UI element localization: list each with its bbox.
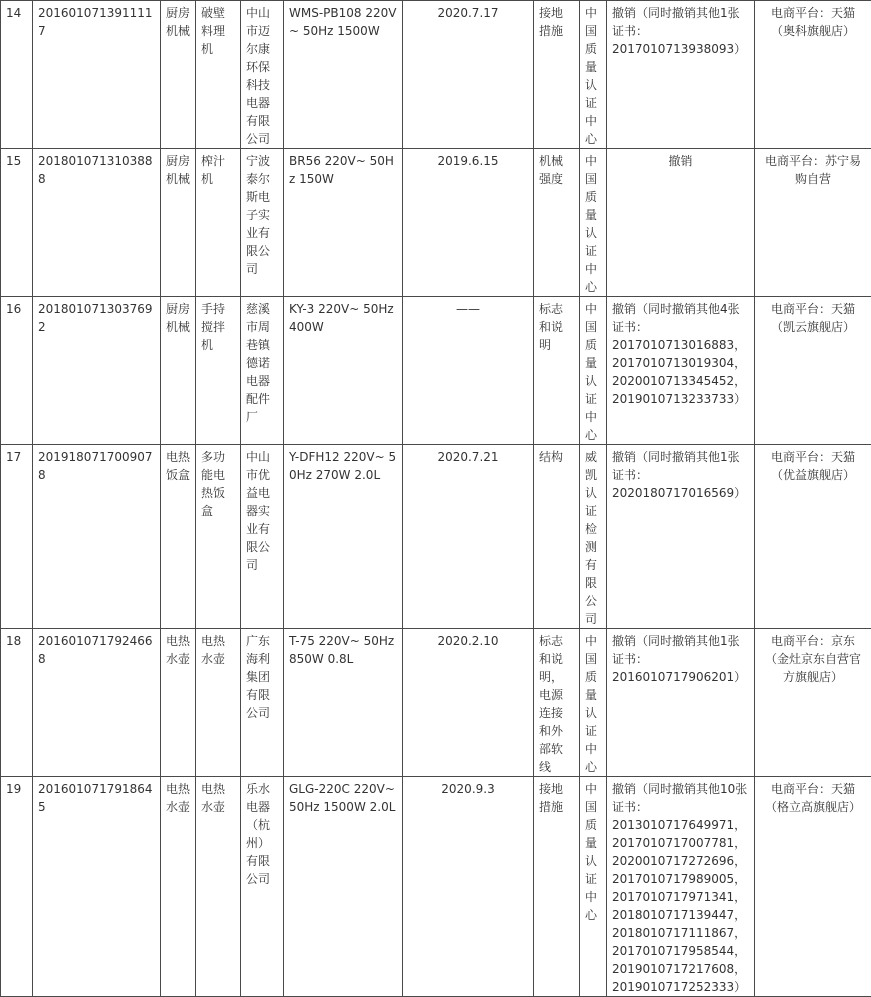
manufacturer-cell: 中山市优益电器实业有限公司 xyxy=(241,445,284,629)
row-index-cell: 16 xyxy=(1,297,33,445)
production-date-cell: —— xyxy=(403,297,534,445)
row-index-cell: 18 xyxy=(1,629,33,777)
handling-result-cell: 撤销（同时撤销其他4张证书： 2017010713016883， 2017010713019304， 2020010713345452， 2019010713233733） xyxy=(607,297,755,445)
certification-agency-cell: 威凯认证检测有限公司 xyxy=(580,445,607,629)
product-category-cell: 电热水壶 xyxy=(161,629,196,777)
product-category-cell: 电热饭盒 xyxy=(161,445,196,629)
model-spec-cell: KY-3 220V~ 50Hz 400W xyxy=(284,297,403,445)
certification-agency-cell: 中国质量认证中心 xyxy=(580,629,607,777)
model-spec-cell: Y-DFH12 220V~ 50Hz 270W 2.0L xyxy=(284,445,403,629)
product-name-cell: 破壁料理机 xyxy=(196,1,241,149)
manufacturer-cell: 乐水电器（杭州）有限公司 xyxy=(241,777,284,997)
certificate-number-cell: 2016010717924668 xyxy=(33,629,161,777)
defect-item-cell: 机械强度 xyxy=(534,149,580,297)
sales-platform-cell: 电商平台：天猫（格立高旗舰店） xyxy=(755,777,871,997)
defect-item-cell: 标志和说明 xyxy=(534,297,580,445)
handling-result-cell: 撤销（同时撤销其他10张证书： 2013010717649971， 2017010717007781， 2020010717272696， 2017010717989005， 2017010717971341， 2018010717139447， 2018010717111867， 2017010717958544， 2019010717217608， 2019010717252333） xyxy=(607,777,755,997)
production-date-cell: 2020.9.3 xyxy=(403,777,534,997)
certificate-number-cell: 2018010713037692 xyxy=(33,297,161,445)
defect-item-cell: 接地措施 xyxy=(534,1,580,149)
table-row xyxy=(1,149,871,297)
defect-item-cell: 标志和说明，电源连接和外部软线 xyxy=(534,629,580,777)
certification-agency-cell: 中国质量认证中心 xyxy=(580,149,607,297)
product-name-cell: 电热水壶 xyxy=(196,777,241,997)
row-index-cell: 15 xyxy=(1,149,33,297)
sales-platform-cell: 电商平台：京东（金灶京东自营官方旗舰店） xyxy=(755,629,871,777)
manufacturer-cell: 中山市迈尔康环保科技电器有限公司 xyxy=(241,1,284,149)
product-name-cell: 榨汁机 xyxy=(196,149,241,297)
sales-platform-cell: 电商平台：苏宁易购自营 xyxy=(755,149,871,297)
certificate-number-cell: 2019180717009078 xyxy=(33,445,161,629)
table-row xyxy=(1,777,871,997)
sales-platform-cell: 电商平台：天猫（优益旗舰店） xyxy=(755,445,871,629)
production-date-cell: 2020.7.21 xyxy=(403,445,534,629)
product-category-cell: 厨房机械 xyxy=(161,297,196,445)
manufacturer-cell: 慈溪市周巷镇德诺电器配件厂 xyxy=(241,297,284,445)
production-date-cell: 2020.7.17 xyxy=(403,1,534,149)
production-date-cell: 2019.6.15 xyxy=(403,149,534,297)
handling-result-cell: 撤销（同时撤销其他1张证书： 2016010717906201） xyxy=(607,629,755,777)
model-spec-cell: WMS-PB108 220V ~ 50Hz 1500W xyxy=(284,1,403,149)
table-row xyxy=(1,1,871,149)
certification-agency-cell: 中国质量认证中心 xyxy=(580,777,607,997)
defect-item-cell: 结构 xyxy=(534,445,580,629)
defect-item-cell: 接地措施 xyxy=(534,777,580,997)
product-category-cell: 厨房机械 xyxy=(161,1,196,149)
handling-result-cell: 撤销（同时撤销其他1张证书： 2017010713938093） xyxy=(607,1,755,149)
certification-agency-cell: 中国质量认证中心 xyxy=(580,1,607,149)
model-spec-cell: T-75 220V~ 50Hz 850W 0.8L xyxy=(284,629,403,777)
table-row xyxy=(1,297,871,445)
certificate-number-cell: 2016010717918645 xyxy=(33,777,161,997)
model-spec-cell: BR56 220V~ 50Hz 150W xyxy=(284,149,403,297)
sales-platform-cell: 电商平台：天猫（奥科旗舰店） xyxy=(755,1,871,149)
row-index-cell: 19 xyxy=(1,777,33,997)
certificate-number-cell: 2018010713103888 xyxy=(33,149,161,297)
table-body xyxy=(1,1,871,997)
manufacturer-cell: 广东海利集团有限公司 xyxy=(241,629,284,777)
manufacturer-cell: 宁波泰尔斯电子实业有限公司 xyxy=(241,149,284,297)
product-name-cell: 手持搅拌机 xyxy=(196,297,241,445)
product-name-cell: 多功能电热饭盒 xyxy=(196,445,241,629)
product-category-cell: 厨房机械 xyxy=(161,149,196,297)
table-row xyxy=(1,445,871,629)
row-index-cell: 17 xyxy=(1,445,33,629)
certification-agency-cell: 中国质量认证中心 xyxy=(580,297,607,445)
product-category-cell: 电热水壶 xyxy=(161,777,196,997)
handling-result-cell: 撤销 xyxy=(607,149,755,297)
model-spec-cell: GLG-220C 220V~ 50Hz 1500W 2.0L xyxy=(284,777,403,997)
row-index-cell: 14 xyxy=(1,1,33,149)
handling-result-cell: 撤销（同时撤销其他1张证书： 2020180717016569） xyxy=(607,445,755,629)
production-date-cell: 2020.2.10 xyxy=(403,629,534,777)
table-row xyxy=(1,629,871,777)
sales-platform-cell: 电商平台：天猫（凯云旗舰店） xyxy=(755,297,871,445)
product-name-cell: 电热水壶 xyxy=(196,629,241,777)
certificate-number-cell: 2016010713911117 xyxy=(33,1,161,149)
